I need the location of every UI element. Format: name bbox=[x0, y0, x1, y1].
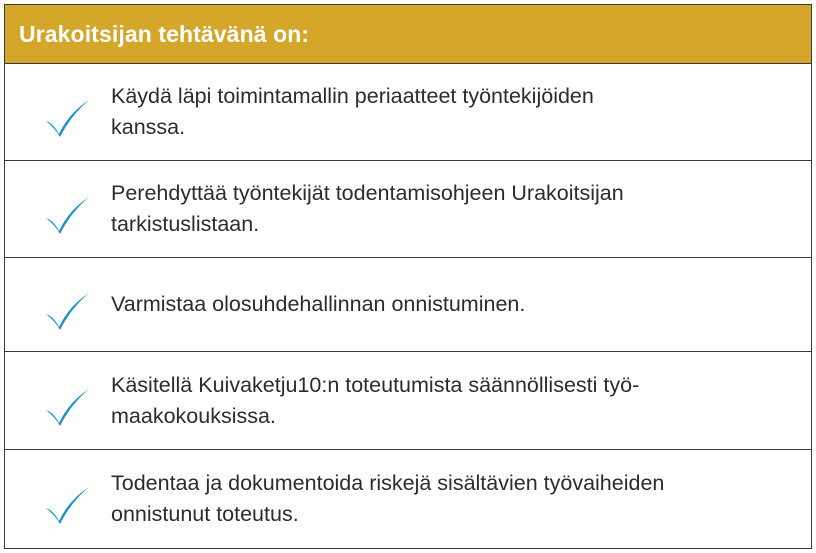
list-item-text: Käydä läpi toimintamallin periaatteet työntekijöiden kanssa. bbox=[111, 84, 594, 139]
checkmark-icon bbox=[43, 99, 91, 139]
list-item bbox=[5, 64, 811, 161]
list-item-text: Todentaa ja dokumentoida riskejä sisältävien työvaiheiden onnistunut toteutus. bbox=[111, 470, 665, 526]
checkmark-icon bbox=[43, 292, 91, 332]
list-item-text: Käsitellä Kuivaketju10:n toteutumista säännöllisesti työ- maakokouksissa. bbox=[111, 372, 640, 428]
checkmark-icon bbox=[43, 486, 91, 526]
checkmark-icon bbox=[43, 388, 91, 428]
header-title: Urakoitsijan tehtävänä on: bbox=[19, 20, 310, 47]
list-item bbox=[5, 352, 811, 450]
list-item-text: Varmistaa olosuhdehallinnan onnistuminen. bbox=[111, 292, 526, 316]
list-item bbox=[5, 450, 811, 547]
list-item bbox=[5, 258, 811, 352]
checkmark-icon bbox=[43, 196, 91, 236]
table-header bbox=[5, 5, 811, 64]
task-table bbox=[4, 4, 812, 549]
list-item-text: Perehdyttää työntekijät todentamisohjeen Urakoitsijan tarkistuslistaan. bbox=[111, 181, 624, 236]
list-item bbox=[5, 161, 811, 258]
